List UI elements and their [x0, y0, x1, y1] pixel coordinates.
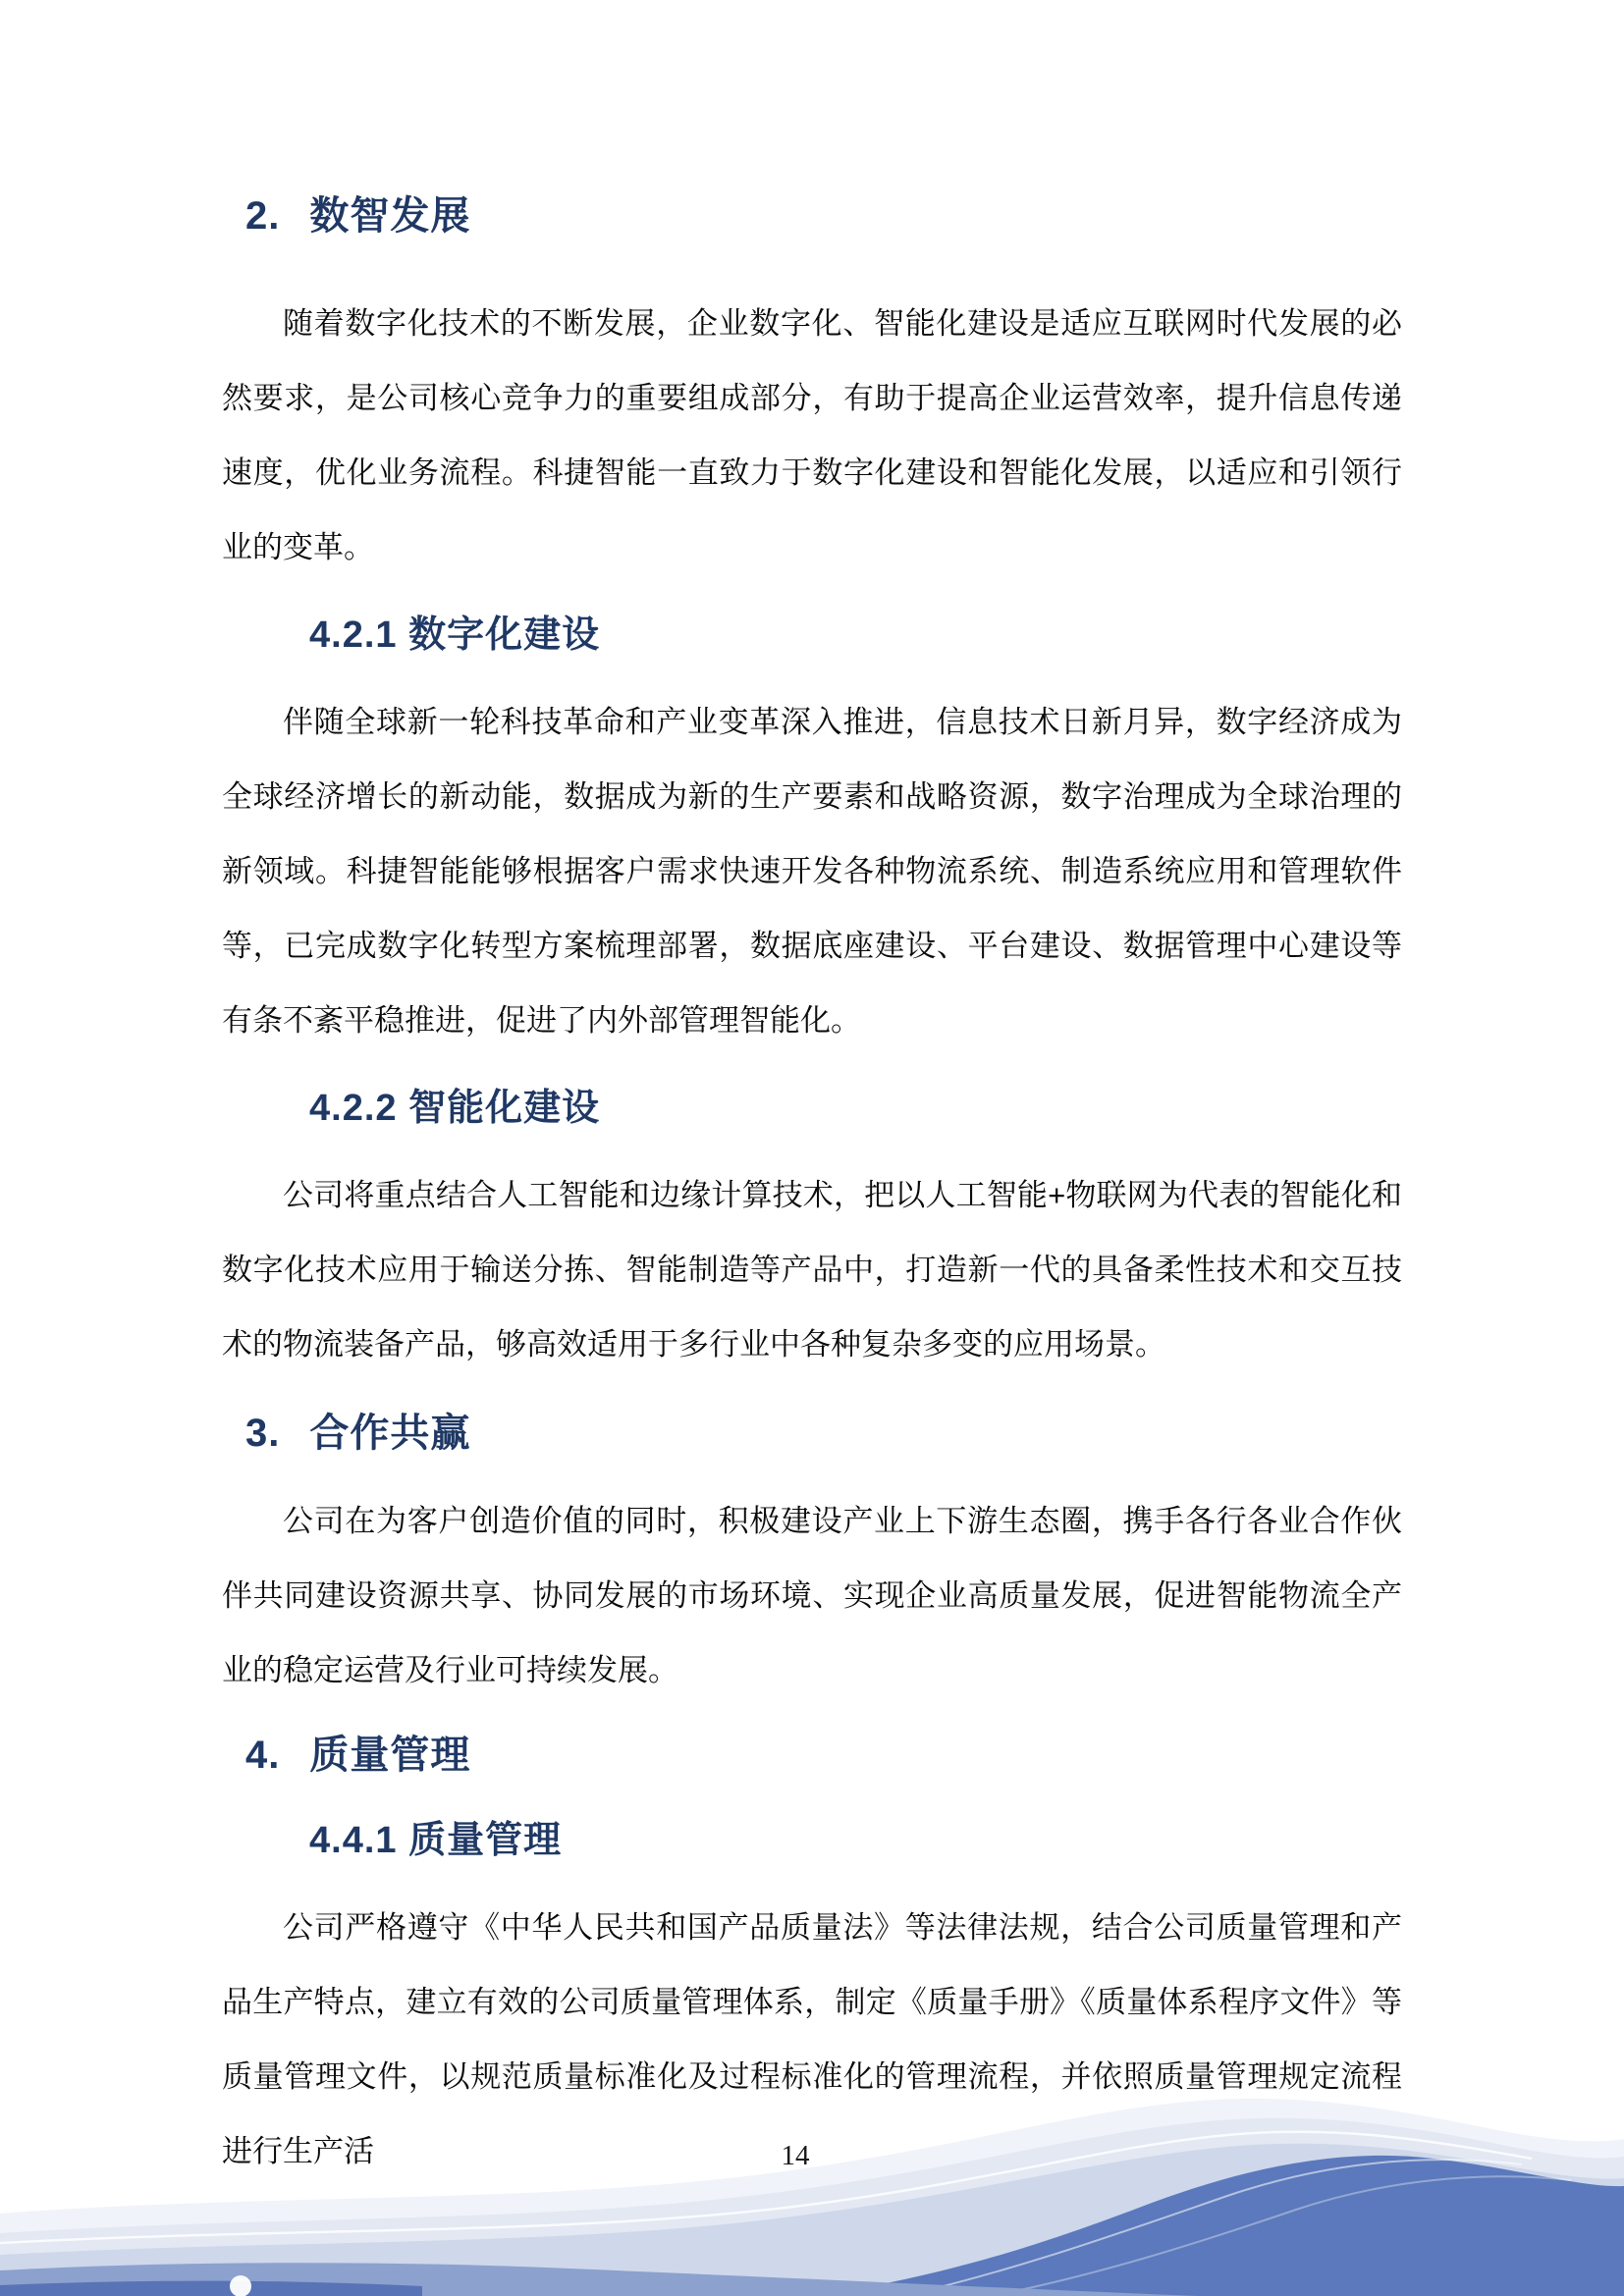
wave-white-dot [230, 2275, 251, 2296]
section-heading-quality-management [245, 1732, 1402, 1779]
heading-label: 质量管理 [309, 1734, 471, 1777]
paragraph-digital-construction: 伴随全球新一轮科技革命和产业变革深入推进，信息技术日新月异，数字经济成为全球经济增长的新动能，数据成为新的生产要素和战略资源，数字治理成为全球治理的新领域。科捷智能能够根据客户需求快速开发各种物流系统、制造系统应用和管理软件等，已完成数字化转型方案梳理部署，数据底座建设、平台建设、数据管理中心建设等有条不紊平稳推进，促进了内外部管理智能化。 [222, 705, 1402, 1038]
subsection-heading-digital-construction: 4.2.1 数字化建设 [309, 614, 601, 656]
page-number: 14 [781, 2140, 810, 2171]
paragraph-intelligent-construction: 公司将重点结合人工智能和边缘计算技术，把以人工智能+物联网为代表的智能化和数字化技术应用于输送分拣、智能制造等产品中，打造新一代的具备柔性技术和交互技术的物流装备产品，够高效适用于多行业中各种复杂多变的应用场景。 [222, 1178, 1402, 1362]
document-content [222, 0, 1402, 2189]
heading-number: 2. [245, 194, 281, 238]
section-heading-digital-development [245, 192, 1402, 240]
section-heading-cooperation [245, 1410, 1402, 1457]
paragraph-cooperation: 公司在为客户创造价值的同时，积极建设产业上下游生态圈，携手各行各业合作伙伴共同建设资源共享、协同发展的市场环境、实现企业高质量发展，促进智能物流全产业的稳定运营及行业可持续发展。 [222, 1504, 1402, 1687]
heading-number: 3. [245, 1412, 281, 1455]
heading-label: 数智发展 [309, 194, 471, 238]
paragraph-quality-management: 公司严格遵守《中华人民共和国产品质量法》等法律法规，结合公司质量管理和产品生产特点，建立有效的公司质量管理体系，制定《质量手册》《质量体系程序文件》等质量管理文件，以规范质量标准化及过程标准化的管理流程，并依照质量管理规定流程进行生产活 [222, 1910, 1402, 2168]
subsection-heading-quality-management: 4.4.1 质量管理 [309, 1820, 563, 1861]
heading-number: 4. [245, 1734, 281, 1777]
heading-label: 合作共赢 [309, 1412, 471, 1455]
subsection-heading-intelligent-construction: 4.2.2 智能化建设 [309, 1088, 601, 1129]
paragraph-digital-development-intro: 随着数字化技术的不断发展，企业数字化、智能化建设是适应互联网时代发展的必然要求，是公司核心竞争力的重要组成部分，有助于提高企业运营效率，提升信息传递速度，优化业务流程。科捷智能一直致力于数字化建设和智能化发展，以适应和引领行业的变革。 [222, 306, 1402, 564]
